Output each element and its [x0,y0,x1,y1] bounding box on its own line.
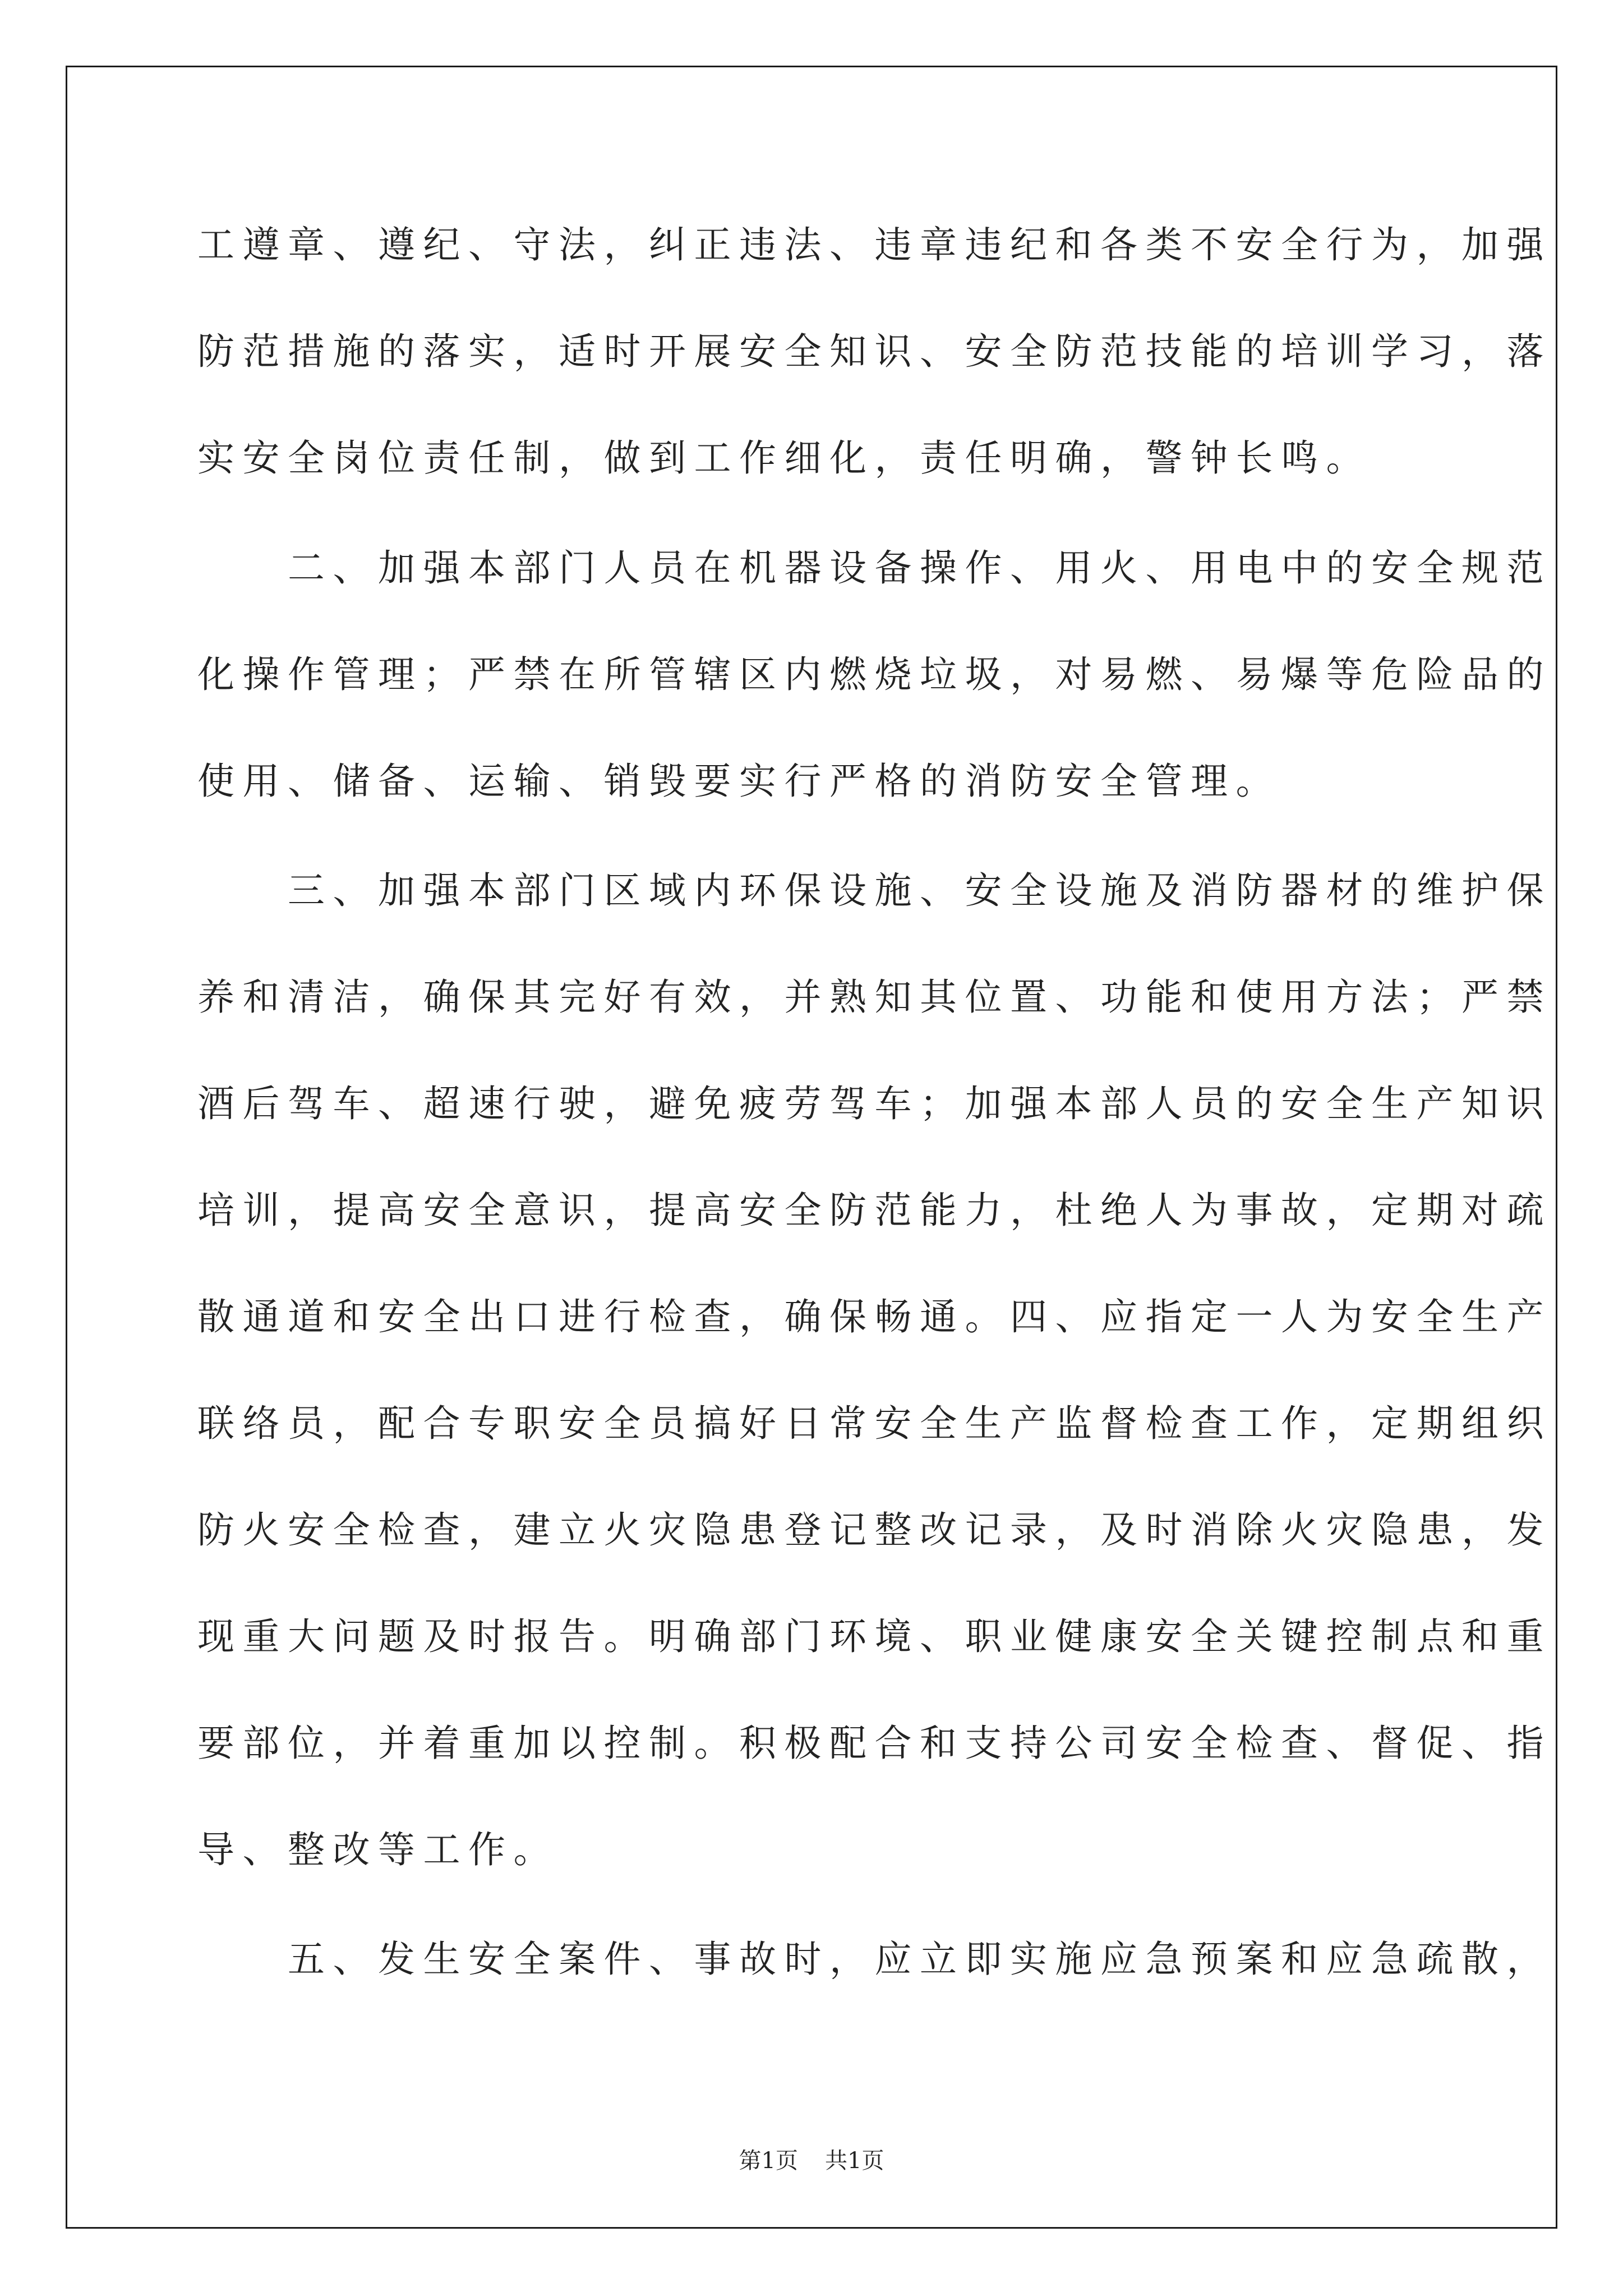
paragraph-line: 工遵章、遵纪、守法，纠正违法、违章违纪和各类不安全行为，加强 [197,223,1552,266]
paragraph-line: 三、加强本部门区域内环保设施、安全设施及消防器材的维护保 [197,869,1552,912]
page-total: 共1页 [825,2148,884,2174]
paragraph-line: 使用、储备、运输、销毁要实行严格的消防安全管理。 [197,760,1281,803]
page-number: 第1页 [739,2148,798,2174]
paragraph-line: 酒后驾车、超速行驶，避免疲劳驾车；加强本部人员的安全生产知识 [197,1082,1552,1125]
paragraph-line: 防火安全检查，建立火灾隐患登记整改记录，及时消除火灾隐患，发 [197,1508,1552,1552]
paragraph-line: 联络员，配合专职安全员搞好日常安全生产监督检查工作，定期组织 [197,1402,1552,1445]
paragraph-line: 五、发生安全案件、事故时，应立即实施应急预案和应急疏散， [197,1938,1552,1981]
paragraph-line: 化操作管理；严禁在所管辖区内燃烧垃圾，对易燃、易爆等危险品的 [197,653,1552,696]
paragraph-line: 实安全岗位责任制，做到工作细化，责任明确，警钟长鸣。 [197,436,1371,480]
paragraph-line: 二、加强本部门人员在机器设备操作、用火、用电中的安全规范 [197,546,1552,590]
paragraph-line: 养和清洁，确保其完好有效，并熟知其位置、功能和使用方法；严禁 [197,976,1552,1019]
page-border [66,66,1557,2229]
paragraph-line: 散通道和安全出口进行检查，确保畅通。四、应指定一人为安全生产 [197,1295,1552,1338]
paragraph-line: 防范措施的落实，适时开展安全知识、安全防范技能的培训学习，落 [197,330,1552,373]
paragraph-line: 导、整改等工作。 [197,1828,559,1871]
paragraph-line: 培训，提高安全意识，提高安全防范能力，杜绝人为事故，定期对疏 [197,1189,1552,1232]
paragraph-line: 现重大问题及时报告。明确部门环境、职业健康安全关键控制点和重 [197,1615,1552,1658]
page-footer [0,2147,1623,2174]
paragraph-line: 要部位，并着重加以控制。积极配合和支持公司安全检查、督促、指 [197,1722,1552,1765]
